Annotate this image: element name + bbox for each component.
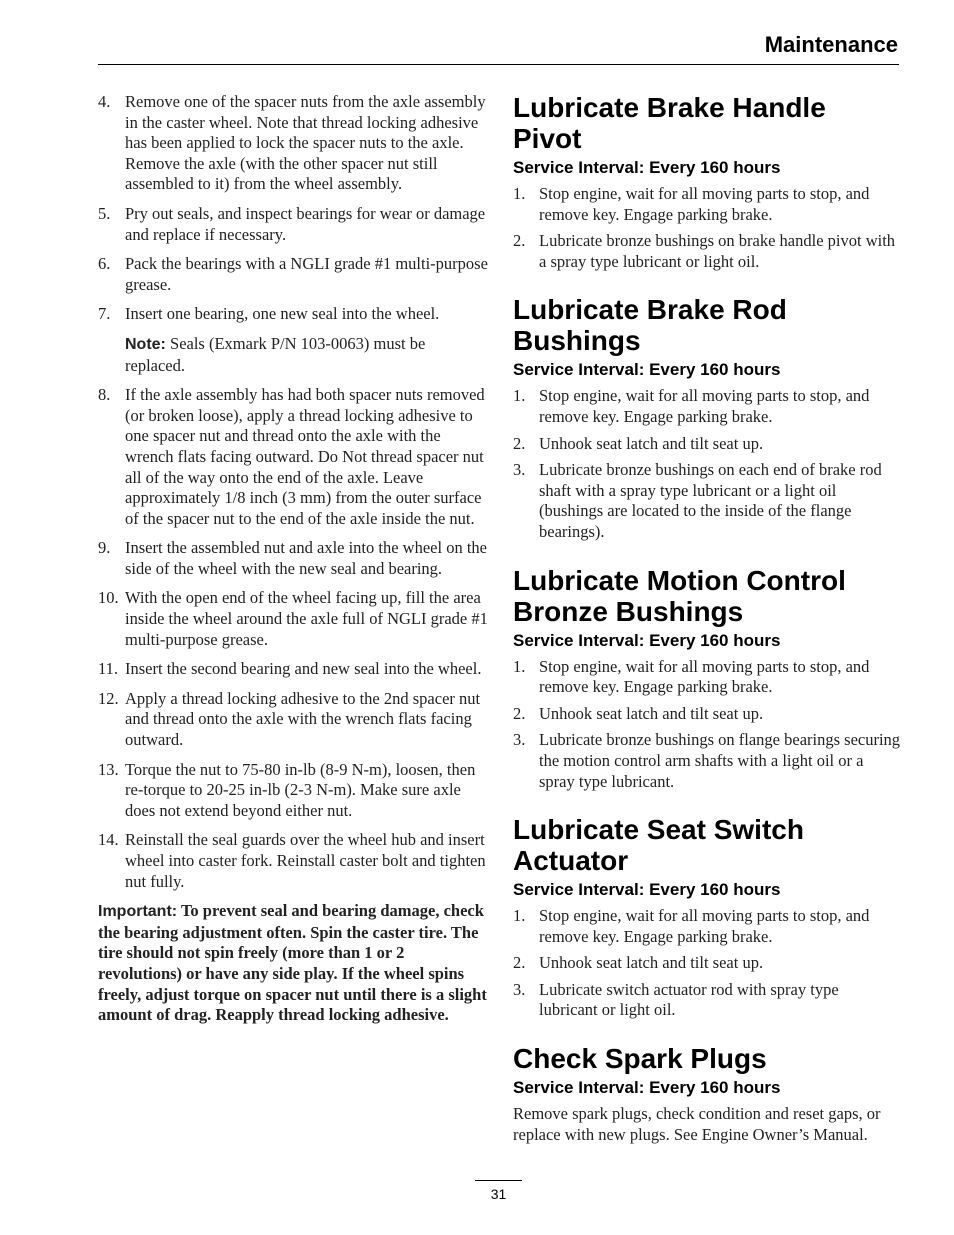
left-column	[98, 92, 488, 1026]
step-number: 1.	[513, 656, 526, 676]
step-1	[513, 906, 901, 947]
step-text: Unhook seat latch and tilt seat up.	[539, 953, 764, 973]
step-10	[98, 588, 488, 650]
step-2	[513, 953, 901, 974]
step-text: Stop engine, wait for all moving parts to stop, and remove key. Engage parking brake.	[539, 386, 870, 426]
step-number: 2.	[513, 703, 526, 723]
note-block	[125, 334, 488, 376]
section-heading: Lubricate Brake Rod Bushings	[513, 294, 787, 357]
step-number: 1.	[513, 184, 526, 203]
step-number: 2.	[513, 433, 526, 453]
paragraph: Remove spark plugs, check condition and reset gaps, or replace with new plugs. See Engine Owner’s Manual.	[513, 1104, 881, 1144]
note-text: Seals (Exmark P/N 103-0063) must be replaced.	[125, 333, 426, 375]
page-number: 31	[490, 1186, 507, 1202]
section-check-spark-plugs	[513, 1043, 901, 1145]
step-number: 11.	[98, 659, 119, 679]
step-1	[513, 184, 901, 225]
step-number: 1.	[513, 386, 526, 406]
important-text: To prevent seal and bearing damage, check the bearing adjustment often. Spin the caster tire. The tire should not spin freely (more than 1 or 2 revolutions) or have any side play. If the wheel spins freely, adjust torque on spacer nut until there is a slight amount of drag. Reapply thread locking adhesive.	[98, 901, 487, 1025]
step-2	[513, 704, 901, 725]
header-rule	[98, 64, 899, 65]
step-number: 12.	[98, 688, 119, 708]
important-block	[98, 901, 488, 1026]
step-12	[98, 689, 488, 751]
step-6	[98, 254, 488, 295]
step-text: Remove one of the spacer nuts from the axle assembly in the caster wheel. Note that thread locking adhesive has been applied to lock the spacer nuts to the axle. Remove the axle (with the other spacer nut still assembled to it) from the wheel assembly.	[125, 92, 486, 194]
section-brake-rod-bushings	[513, 294, 901, 542]
step-number: 3.	[513, 730, 526, 750]
important-label: Important:	[98, 903, 178, 921]
step-text: Stop engine, wait for all moving parts to stop, and remove key. Engage parking brake.	[539, 906, 870, 946]
right-column	[513, 92, 901, 1167]
step-text: Apply a thread locking adhesive to the 2nd spacer nut and thread onto the axle with the wrench flats facing outward.	[125, 688, 481, 750]
step-number: 2.	[513, 953, 526, 973]
step-number: 7.	[98, 304, 111, 324]
step-text: Lubricate bronze bushings on each end of brake rod shaft with a spray type lubricant or a light oil (bushings are located to the inside of the flange bearings).	[539, 460, 882, 541]
step-text: Stop engine, wait for all moving parts to stop, and remove key. Engage parking brake.	[539, 184, 870, 224]
service-interval: Service Interval: Every 160 hours	[513, 158, 781, 177]
step-11	[98, 659, 488, 680]
step-text: Unhook seat latch and tilt seat up.	[539, 703, 764, 723]
step-text: Lubricate bronze bushings on flange bearings securing the motion control arm shafts with a light oil or a spray type lubricant.	[539, 730, 901, 791]
footer-rule	[475, 1180, 522, 1181]
step-text: Insert one bearing, one new seal into the wheel.	[125, 304, 440, 324]
step-2	[513, 434, 901, 455]
step-text: Lubricate bronze bushings on brake handle pivot with a spray type lubricant or light oil.	[539, 231, 896, 271]
step-text: Reinstall the seal guards over the wheel hub and insert wheel into caster fork. Reinstall caster bolt and tighten nut fully.	[125, 830, 486, 891]
step-text: Stop engine, wait for all moving parts to stop, and remove key. Engage parking brake.	[539, 656, 870, 697]
section-seat-switch-actuator	[513, 814, 901, 1021]
step-number: 3.	[513, 460, 526, 480]
step-3	[513, 980, 901, 1021]
step-3	[513, 460, 901, 542]
step-number: 5.	[98, 203, 111, 223]
step-number: 14.	[98, 830, 119, 850]
note-label: Note:	[125, 335, 166, 353]
section-heading: Check Spark Plugs	[513, 1043, 767, 1075]
step-text: Unhook seat latch and tilt seat up.	[539, 433, 764, 453]
step-text: If the axle assembly has had both spacer nuts removed (or broken loose), apply a thread locking adhesive to one spacer nut and thread onto the axle with the wrench flats facing outward. Do Not thread spacer nut all of the way onto the end of the axle. Leave approximately 1/8 inch (3 mm) from the outer surface of the spacer nut to the end of the axle inside the nut.	[125, 385, 485, 528]
step-1	[513, 386, 901, 427]
step-4	[98, 92, 488, 195]
step-text: Insert the assembled nut and axle into the wheel on the side of the wheel with the new seal and bearing.	[125, 538, 487, 578]
step-number: 2.	[513, 231, 526, 251]
step-9	[98, 538, 488, 579]
section-brake-handle-pivot	[513, 92, 901, 272]
step-13	[98, 760, 488, 822]
step-number: 13.	[98, 759, 119, 779]
service-interval: Service Interval: Every 160 hours	[513, 880, 781, 900]
step-text: Torque the nut to 75-80 in-lb (8-9 N-m), loosen, then re-torque to 20-25 in-lb (2-3 N-m). Make sure axle does not extend beyond either nut.	[125, 759, 476, 820]
step-14	[98, 830, 488, 892]
step-number: 3.	[513, 979, 526, 999]
step-text: Pry out seals, and inspect bearings for wear or damage and replace if necessary.	[125, 203, 486, 244]
step-text: With the open end of the wheel facing up, fill the area inside the wheel around the axle full of NGLI grade #1 multi-purpose grease.	[125, 588, 488, 649]
header-title: Maintenance	[764, 32, 898, 57]
step-3	[513, 730, 901, 792]
step-number: 9.	[98, 538, 111, 558]
step-text: Lubricate switch actuator rod with spray type lubricant or light oil.	[539, 979, 839, 1020]
step-5	[98, 204, 488, 245]
step-number: 8.	[98, 385, 111, 405]
step-number: 1.	[513, 906, 526, 926]
step-number: 10.	[98, 588, 119, 608]
step-8	[98, 385, 488, 529]
step-1	[513, 657, 901, 698]
service-interval: Service Interval: Every 160 hours	[513, 630, 781, 650]
section-heading: Lubricate Motion Control Bronze Bushings	[513, 564, 846, 627]
step-number: 4.	[98, 92, 111, 111]
step-2	[513, 231, 901, 272]
section-heading: Lubricate Brake Handle Pivot	[513, 92, 826, 154]
service-interval: Service Interval: Every 160 hours	[513, 1078, 781, 1098]
step-number: 6.	[98, 254, 111, 274]
section-heading: Lubricate Seat Switch Actuator	[513, 814, 804, 877]
section-motion-control-bushings	[513, 565, 901, 793]
step-text: Pack the bearings with a NGLI grade #1 multi-purpose grease.	[125, 254, 488, 294]
step-7	[98, 304, 488, 325]
step-text: Insert the second bearing and new seal into the wheel.	[125, 659, 482, 679]
service-interval: Service Interval: Every 160 hours	[513, 360, 781, 380]
